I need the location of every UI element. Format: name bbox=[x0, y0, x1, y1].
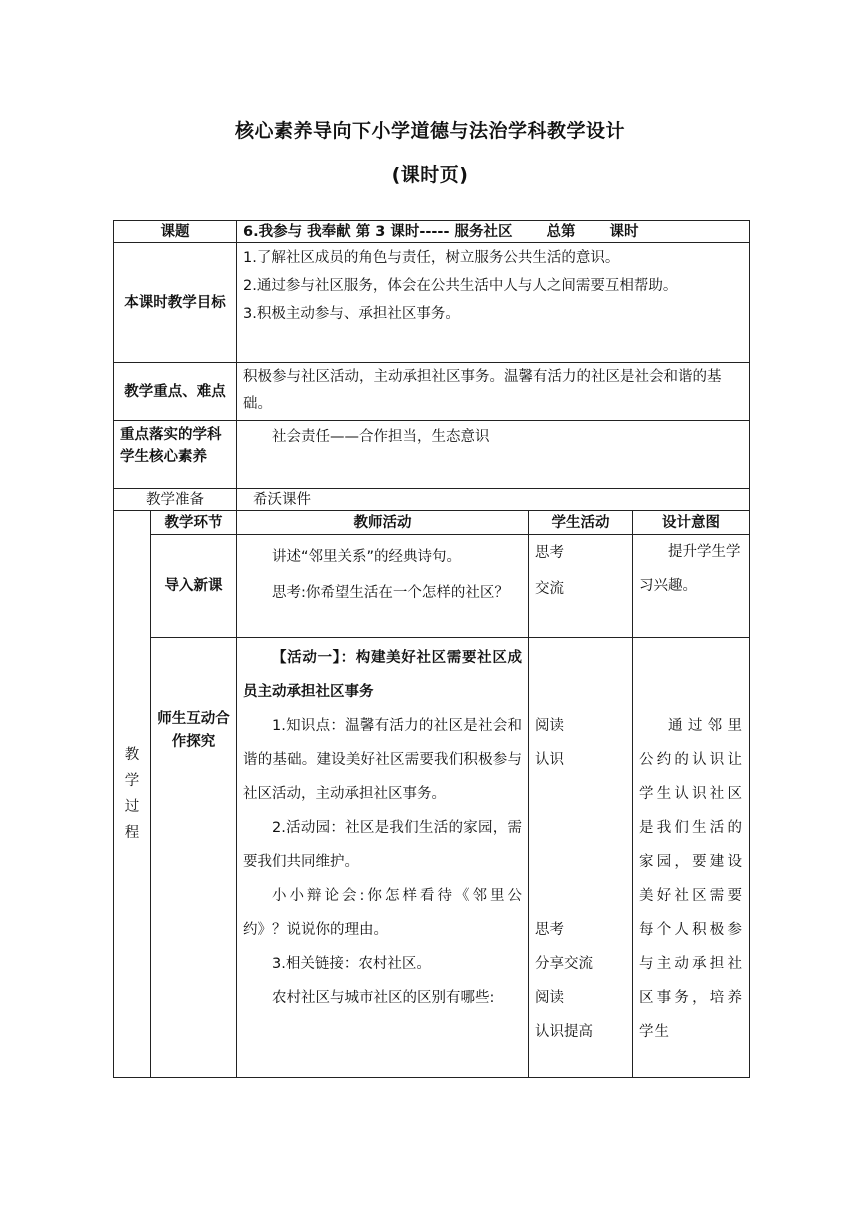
preparation-row bbox=[114, 489, 750, 511]
total-label: 总第 bbox=[546, 223, 576, 240]
header-teacher: 教师活动 bbox=[237, 511, 529, 535]
activity-title: 【活动一】：构建美好社区需要社区成员主动承担社区事务 bbox=[243, 650, 522, 700]
student-line: 交流 bbox=[535, 581, 564, 597]
student-line: 思考 bbox=[535, 922, 564, 938]
stage-intro: 导入新课 bbox=[151, 535, 237, 638]
process-row-intro bbox=[114, 535, 750, 638]
process-side-label: 教学过程 bbox=[124, 747, 140, 841]
key-points-text: 积极参与社区活动，主动承担社区事务。温馨有活力的社区是社会和谐的基础。 bbox=[237, 363, 750, 421]
core-literacy-text: 社会责任——合作担当，生态意识 bbox=[237, 421, 750, 489]
goals-cell bbox=[237, 243, 750, 363]
process-row-interaction bbox=[114, 638, 750, 1078]
goal-item: 3.积极主动参与、承担社区事务。 bbox=[243, 306, 460, 322]
core-literacy-row bbox=[114, 421, 750, 489]
teacher-line: 农村社区与城市社区的区别有哪些: bbox=[272, 990, 495, 1006]
teacher-line: 思考:你希望生活在一个怎样的社区？ bbox=[272, 585, 509, 601]
teacher-line: 讲述“邻里关系”的经典诗句。 bbox=[272, 549, 462, 565]
core-literacy-label: 重点落实的学科学生核心素养 bbox=[114, 421, 237, 489]
student-line: 认识 bbox=[535, 752, 564, 768]
process-side-label-cell bbox=[114, 511, 151, 1078]
preparation-text: 希沃课件 bbox=[237, 489, 750, 511]
topic-value-cell bbox=[237, 221, 750, 243]
goal-item: 1.了解社区成员的角色与责任，树立服务公共生活的意识。 bbox=[243, 250, 620, 266]
topic-value: 6.我参与 我奉献 第 3 课时----- 服务社区 bbox=[243, 223, 513, 240]
preparation-label: 教学准备 bbox=[114, 489, 237, 511]
goal-item: 2.通过参与社区服务，体会在公共生活中人与人之间需要互相帮助。 bbox=[243, 278, 678, 294]
topic-label: 课题 bbox=[114, 221, 237, 243]
teacher-line: 3.相关链接：农村社区。 bbox=[272, 956, 431, 972]
student-line: 阅读 bbox=[535, 990, 564, 1006]
student-interaction-cell bbox=[529, 638, 633, 1078]
student-intro-cell bbox=[529, 535, 633, 638]
stage-interaction: 师生互动合作探究 bbox=[151, 638, 237, 1078]
document-subtitle: (课时页) bbox=[391, 164, 469, 186]
lesson-plan-table bbox=[113, 220, 750, 1078]
intent-intro: 提升学生学习兴趣。 bbox=[633, 535, 750, 638]
teacher-line: 2.活动园：社区是我们生活的家园，需要我们共同维护。 bbox=[243, 820, 522, 870]
teacher-interaction-cell bbox=[237, 638, 529, 1078]
topic-row bbox=[114, 221, 750, 243]
period-label: 课时 bbox=[609, 223, 639, 240]
goals-label: 本课时教学目标 bbox=[114, 243, 237, 363]
header-student: 学生活动 bbox=[529, 511, 633, 535]
key-points-label: 教学重点、难点 bbox=[114, 363, 237, 421]
student-line: 分享交流 bbox=[535, 956, 593, 972]
teacher-line: 小小辩论会:你怎样看待《邻里公约》？说说你的理由。 bbox=[243, 888, 522, 938]
student-line: 认识提高 bbox=[535, 1024, 593, 1040]
goals-row bbox=[114, 243, 750, 363]
document-title: 核心素养导向下小学道德与法治学科教学设计 bbox=[234, 120, 625, 142]
student-line: 阅读 bbox=[535, 718, 564, 734]
process-header-row bbox=[114, 511, 750, 535]
header-stage: 教学环节 bbox=[151, 511, 237, 535]
student-line: 思考 bbox=[535, 545, 564, 561]
intent-interaction: 通过邻里公约的认识让学生认识社区是我们生活的家园，要建设美好社区需要每个人积极参与主动承担社区事务，培养学生 bbox=[633, 638, 750, 1078]
teacher-line: 1.知识点：温馨有活力的社区是社会和谐的基础。建设美好社区需要我们积极参与社区活动，主动承担社区事务。 bbox=[243, 718, 522, 802]
header-intent: 设计意图 bbox=[633, 511, 750, 535]
key-points-row bbox=[114, 363, 750, 421]
teacher-intro-cell bbox=[237, 535, 529, 638]
